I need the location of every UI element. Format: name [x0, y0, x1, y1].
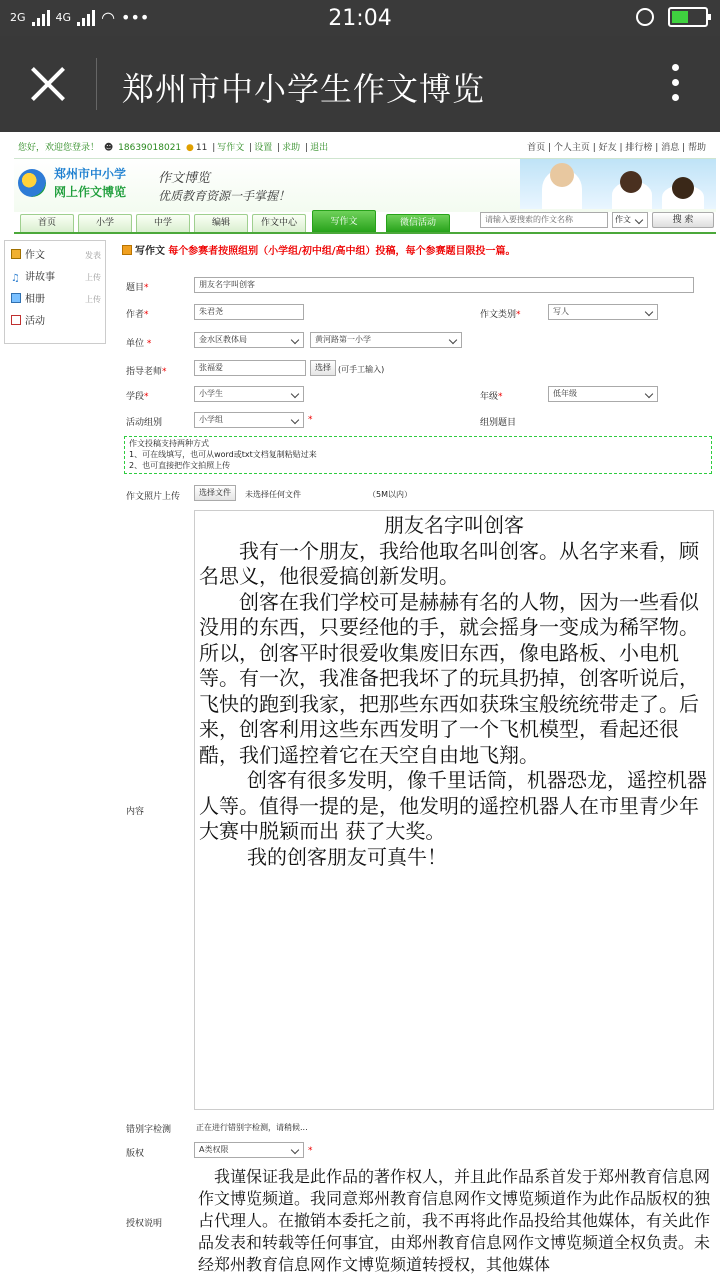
file-status: 未选择任何文件 [245, 490, 301, 499]
tab-write[interactable]: 写作文 [312, 210, 376, 232]
album-icon [11, 293, 21, 303]
grade-label: 年级* [480, 392, 503, 402]
manual-input-hint: (可手工输入) [338, 365, 385, 374]
top-bar: 您好，欢迎您登录！ ☻ 18639018021 ● 11 | 写作文 | 设置 | 求助 | 退出 首页 | 个人主页 | 好友 | 排行榜 | 消息 | 帮助 [18, 143, 706, 153]
copyright-label: 版权 [126, 1149, 145, 1159]
typo-check-label: 错别字检测 [126, 1125, 172, 1135]
form-heading [122, 242, 516, 257]
link-friends[interactable]: 好友 [598, 143, 617, 153]
authorization-label: 授权说明 [126, 1219, 163, 1229]
network-4g-label: 4G [55, 11, 72, 24]
avatar-icon: ☻ [103, 143, 114, 153]
write-icon [122, 245, 132, 255]
side-item-album-sub[interactable]: 上传 [85, 295, 101, 304]
tips-title: 作文投稿支持两种方式 [129, 439, 209, 448]
link-help-right[interactable]: 帮助 [687, 143, 706, 153]
form-heading-title: 写作文 [135, 246, 165, 257]
stage-select[interactable]: 小学生 [194, 386, 304, 402]
title-label: 题目* [126, 283, 149, 293]
search-input[interactable]: 请输入要搜索的作文名称 [480, 212, 608, 228]
side-item-album[interactable] [11, 291, 101, 309]
main-nav [14, 210, 716, 234]
banner-photo [520, 159, 716, 209]
side-item-essay-sub[interactable]: 发表 [85, 251, 101, 260]
site-logo-icon [18, 169, 46, 197]
author-label: 作者* [126, 310, 149, 320]
grade-select[interactable]: 低年级 [548, 386, 658, 402]
web-content [0, 132, 720, 1280]
category-label: 作文类别* [480, 310, 521, 320]
group-topic-label: 组别题目 [480, 418, 517, 428]
link-logout[interactable]: 退出 [310, 143, 329, 153]
tab-primary[interactable]: 小学 [78, 214, 132, 232]
submission-tips [124, 436, 712, 474]
link-write[interactable]: 写作文 [217, 143, 245, 153]
logo-text-line2: 网上作文博览 [54, 185, 127, 199]
teacher-select-button[interactable]: 选择 [310, 360, 336, 376]
copyright-select[interactable]: A类权限 [194, 1142, 304, 1158]
file-size-limit: （5M以内） [368, 490, 412, 499]
title-input[interactable]: 朋友名字叫创客 [194, 277, 694, 293]
banner-slogan: 优质教育资源一手掌握！ [158, 189, 291, 203]
app-bar-divider [96, 58, 97, 110]
tab-editor[interactable]: 编辑 [194, 214, 248, 232]
site-banner [14, 158, 716, 212]
group-label: 活动组别 [126, 418, 163, 428]
link-help[interactable]: 求助 [282, 143, 301, 153]
content-editor[interactable] [194, 510, 714, 1110]
author-input[interactable]: 朱君尧 [194, 304, 304, 320]
group-required-mark: * [308, 415, 313, 425]
unit-label: 单位 * [126, 339, 152, 349]
content-paragraph: 创客有很多发明，像千里话筒，机器恐龙，遥控机器人等。值得一提的是，他发明的遥控机器人在市里青少年大赛中脱颖而出 获了大奖。 [199, 768, 707, 843]
form-heading-notice: 每个参赛者按照组别（小学组/初中组/高中组）投稿，每个参赛题目限投一篇。 [168, 246, 516, 257]
teacher-input[interactable]: 张福爱 [194, 360, 306, 376]
more-menu-icon[interactable] [672, 64, 680, 104]
music-icon: ♫ [11, 273, 20, 284]
authorization-text [194, 1164, 714, 1280]
district-select[interactable]: 金水区教体局 [194, 332, 304, 348]
content-title: 朋友名字叫创客 [384, 513, 524, 537]
side-item-story-sub[interactable]: 上传 [85, 273, 101, 282]
side-item-activity[interactable] [11, 313, 101, 331]
group-select[interactable]: 小学组 [194, 412, 304, 428]
status-bar [0, 0, 720, 36]
page-title: 郑州市中小学生作文博览 [122, 70, 486, 108]
copyright-required-mark: * [308, 1146, 313, 1156]
stage-label: 学段* [126, 392, 149, 402]
side-item-essay[interactable] [11, 247, 101, 265]
alarm-icon [636, 8, 654, 26]
more-notifications-icon: ••• [121, 8, 150, 27]
content-label: 内容 [126, 807, 145, 817]
school-select[interactable]: 黄河路第一小学 [310, 332, 462, 348]
authorization-paragraph: 我谨保证我是此作品的著作权人，并且此作品系首发于郑州教育信息网作文博览频道。我同意郑州教育信息网作文博览频道作为此作品版权的独占代理人。在撤销本委托之前，我不再将此作品投给其他媒体，有关此作品发表和转载等任何事宜，由郑州教育信息网作文博览频道全权负责。未经郑州教育信息网作文博览频道转授权，其他媒体 [198, 1167, 711, 1274]
search-type-select[interactable]: 作文 [612, 212, 648, 228]
link-home[interactable]: 首页 [527, 143, 546, 153]
coin-icon: ● [186, 143, 194, 153]
tips-line-1: 1、可在线填写，也可从word或txt文档复制粘贴过来 [129, 450, 317, 459]
link-settings[interactable]: 设置 [254, 143, 273, 153]
teacher-label: 指导老师* [126, 367, 167, 377]
user-phone-link[interactable]: 18639018021 [118, 143, 182, 153]
content-paragraph: 我有一个朋友，我给他取名叫创客。从名字来看，顾名思义，他很爱搞创新发明。 [199, 538, 699, 588]
essay-icon [11, 249, 21, 259]
wifi-icon: ◠ [101, 8, 116, 27]
tab-home[interactable]: 首页 [20, 214, 74, 232]
side-item-activity-label: 活动 [25, 316, 45, 327]
side-item-album-label: 相册 [25, 294, 45, 305]
banner-slogan-title: 作文博览 [158, 171, 211, 186]
search-button[interactable]: 搜 索 [652, 212, 714, 228]
close-icon[interactable] [28, 64, 68, 104]
category-select[interactable]: 写人 [548, 304, 658, 320]
side-item-essay-label: 作文 [25, 250, 45, 261]
coin-count: 11 [195, 143, 208, 153]
tips-line-2: 2、也可直接把作文拍照上传 [129, 461, 231, 470]
app-bar [0, 36, 720, 132]
clock: 21:04 [328, 6, 392, 31]
photo-upload-label: 作文照片上传 [126, 492, 181, 502]
battery-icon [668, 7, 708, 27]
tab-essay-center[interactable]: 作文中心 [252, 214, 306, 232]
side-menu [4, 240, 106, 344]
logo-text-line1: 郑州市中小学 [54, 167, 127, 181]
content-paragraph: 我的创客朋友可真牛！ [247, 844, 447, 869]
tab-wechat[interactable]: 微信活动 [386, 214, 450, 232]
tab-secondary[interactable]: 中学 [136, 214, 190, 232]
greeting-text: 您好，欢迎您登录！ [18, 143, 100, 153]
link-ranking[interactable]: 排行榜 [625, 143, 653, 153]
network-2g-label: 2G [10, 11, 26, 24]
battery-fill [672, 11, 688, 23]
calendar-icon [11, 315, 21, 325]
content-paragraph: 创客在我们学校可是赫赫有名的人物，因为一些看似没用的东西，只要经他的手，就会摇身一变成为稀罕物。所以，创客平时很爱收集废旧东西，像电路板、小电机等。有一次，我准备把我坏了的玩具扔掉，创客听说后，飞快的跑到我家，把那些东西如获珠宝般统统带走了。后来，创客利用这些东西发明了一个飞机模型，看起还很酷，我们遥控着它在天空自由地飞翔。 [199, 589, 699, 767]
side-item-story[interactable] [11, 269, 101, 287]
link-profile[interactable]: 个人主页 [553, 143, 590, 153]
side-item-story-label: 讲故事 [25, 272, 55, 283]
link-messages[interactable]: 消息 [661, 143, 680, 153]
typo-check-status: 正在进行错别字检测，请稍候... [196, 1123, 308, 1132]
choose-file-button[interactable]: 选择文件 [194, 485, 236, 501]
